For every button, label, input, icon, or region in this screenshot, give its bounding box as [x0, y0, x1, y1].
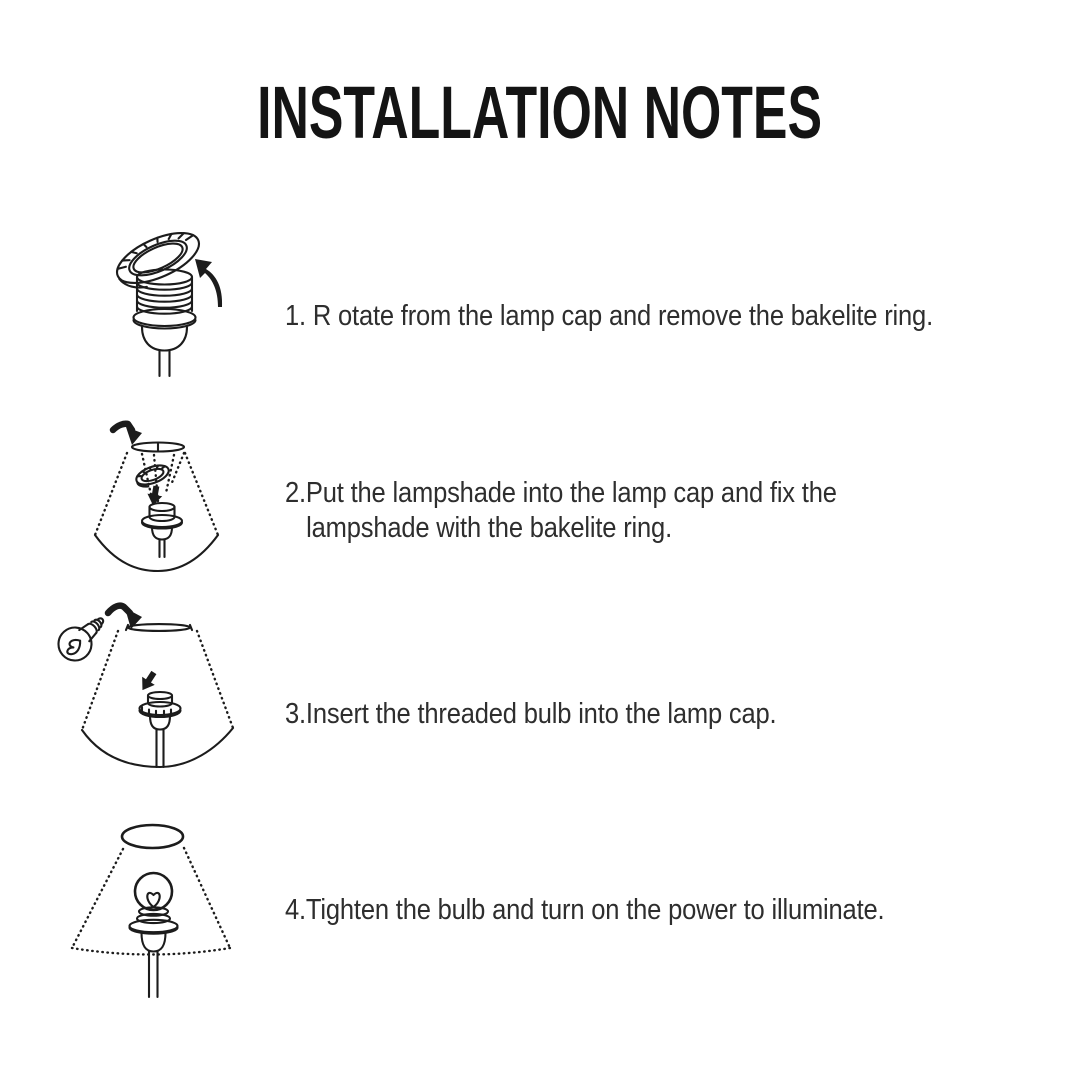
lamp-cap — [140, 692, 181, 767]
light-bulb — [52, 607, 114, 667]
step-3-text — [285, 697, 776, 732]
lamp-cap — [134, 270, 196, 377]
illuminated-lamp-drawing — [58, 815, 243, 1005]
lampshade-ring-fix-drawing — [76, 408, 256, 576]
cord-hook-arrow — [113, 424, 142, 445]
lampshade — [72, 825, 230, 955]
bakelite-ring — [134, 462, 172, 490]
step-1-text — [285, 299, 933, 334]
bulb-insert-drawing — [48, 597, 263, 772]
step-2-line-1: 2.Put the lampshade into the lamp cap and fix the — [285, 477, 837, 509]
step-1-illustration — [110, 225, 235, 380]
step-2-illustration — [76, 408, 256, 576]
light-bulb — [135, 873, 172, 910]
lampshade — [95, 443, 218, 572]
step-3-illustration — [48, 597, 263, 772]
step-2-line-2: lampshade with the bakelite ring. — [306, 512, 672, 544]
page-header — [0, 71, 1080, 154]
lamp-cap — [142, 503, 182, 557]
step-2-text — [285, 476, 837, 546]
rotate-arrow-icon — [195, 259, 222, 307]
step-4-text — [285, 893, 884, 928]
lamp-cap — [130, 907, 178, 997]
arrow-down-icon — [136, 668, 160, 694]
step-3-line-1: 3.Insert the threaded bulb into the lamp cap. — [285, 698, 777, 730]
step-4-line-1: 4.Tighten the bulb and turn on the power to illuminate. — [285, 894, 885, 926]
step-1-line-1: 1. R otate from the lamp cap and remove the bakelite ring. — [285, 300, 933, 332]
page-title: INSTALLATION NOTES — [257, 71, 823, 154]
lamp-cap-ring-removal-drawing — [110, 225, 235, 380]
step-4-illustration — [58, 815, 243, 1005]
